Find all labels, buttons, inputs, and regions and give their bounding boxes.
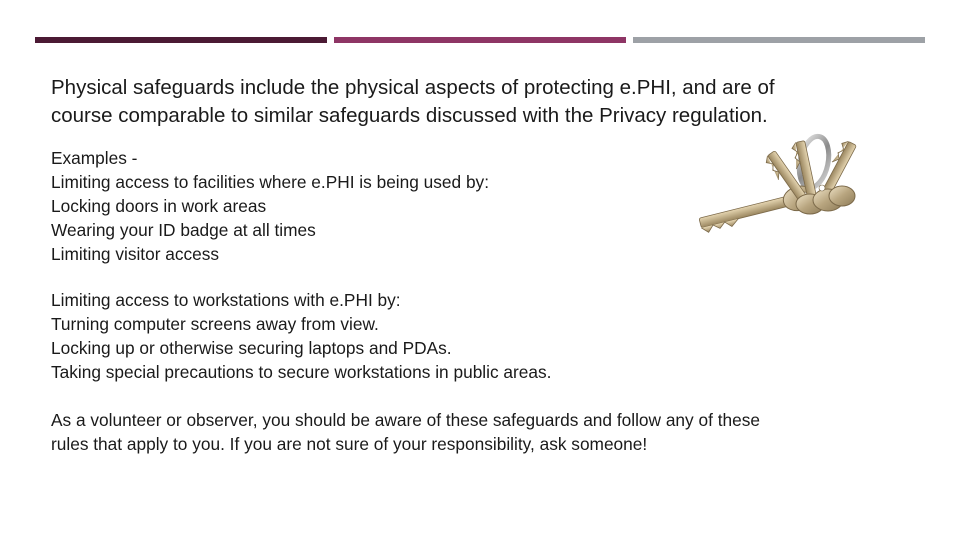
list-item: Taking special precautions to secure workstations in public areas. bbox=[51, 362, 552, 382]
accent-bar-magenta bbox=[334, 37, 626, 43]
closing-line-1: As a volunteer or observer, you should be aware of these safeguards and follow any of these bbox=[51, 410, 760, 430]
keys-icon bbox=[686, 132, 876, 292]
accent-bar-dark bbox=[35, 37, 327, 43]
workstation-examples bbox=[51, 288, 911, 384]
list-item: Locking doors in work areas bbox=[51, 196, 267, 216]
accent-bar-gray bbox=[633, 37, 925, 43]
list-item: Limiting visitor access bbox=[51, 244, 220, 264]
intro-line-2: course comparable to similar safeguards discussed with the Privacy regulation. bbox=[51, 104, 768, 127]
list-item: Locking up or otherwise securing laptops and PDAs. bbox=[51, 338, 452, 358]
list-item: Wearing your ID badge at all times bbox=[51, 220, 316, 240]
facilities-lead: Limiting access to facilities where e.PHI is being used by: bbox=[51, 172, 489, 192]
intro-paragraph bbox=[51, 74, 911, 130]
workstations-lead: Limiting access to workstations with e.PHI by: bbox=[51, 290, 401, 310]
closing-line-2: rules that apply to you. If you are not sure of your responsibility, ask someone! bbox=[51, 434, 648, 454]
list-item: Turning computer screens away from view. bbox=[51, 314, 379, 334]
closing-paragraph bbox=[51, 408, 911, 456]
examples-heading: Examples - bbox=[51, 148, 138, 168]
intro-line-1: Physical safeguards include the physical aspects of protecting e.PHI, and are of bbox=[51, 76, 775, 99]
